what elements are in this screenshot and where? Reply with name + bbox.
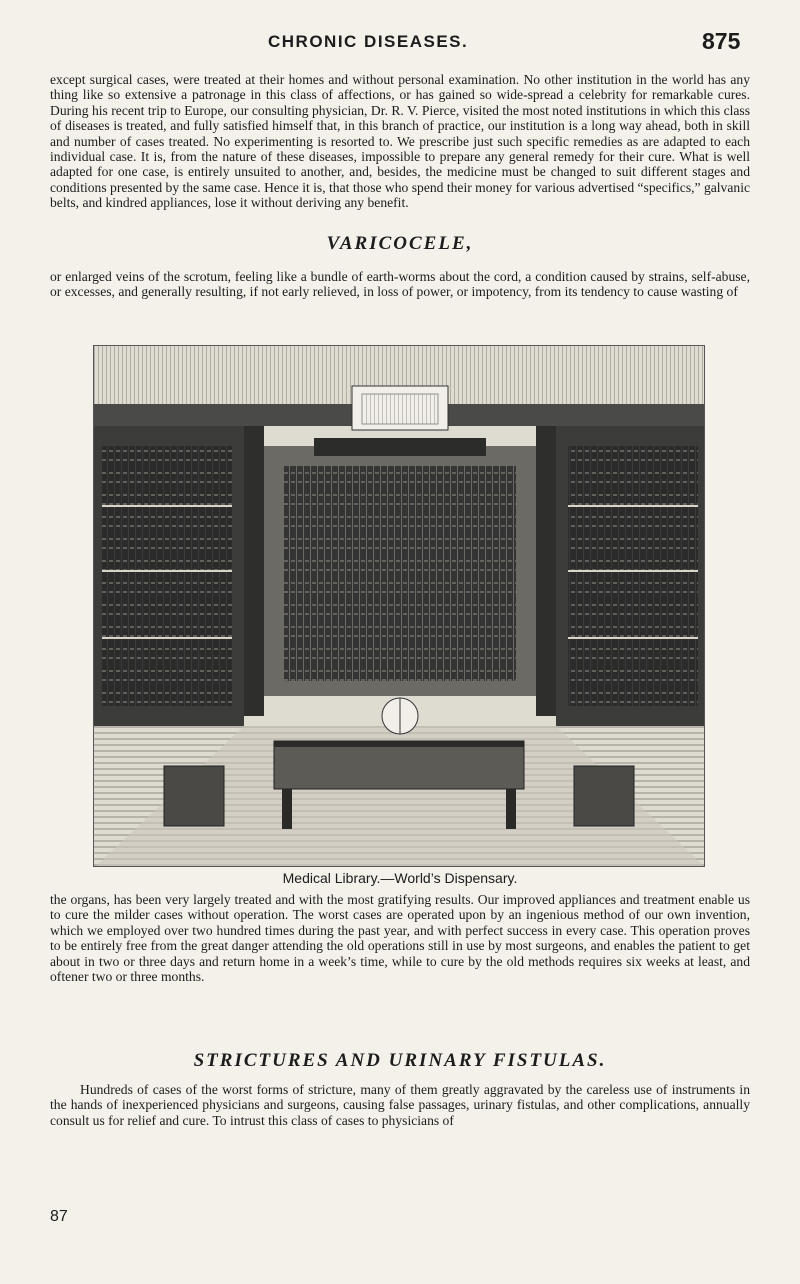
varicocele-section [50,233,750,300]
figure-caption: Medical Library.—World’s Dispensary. [282,870,518,886]
strictures-heading: STRICTURES AND URINARY FISTULAS. [193,1050,607,1071]
running-title: CHRONIC DISEASES. [268,32,469,51]
intro-paragraph: except surgical cases, were treated at their homes and without personal examination. No other institution in the world has any thing like so extensive a patronage in this class of affections, or has gained so wide-spread a celebrity for remarkable cures. During his recent trip to Europe, our consulting physician, Dr. R. V. Pierce, visited the most noted institutions in which this class of diseases is treated, and fully satisfied himself that, in this branch of practice, our institution is a long way ahead, both in skill and number of cases treated. No experimenting is resorted to. We prescribe just such specific remedies as are adapted to each individual case. It is, from the nature of these diseases, impossible to prepare any general remedy for their cure. What is well adapted for one case, is entirely unsuited to another, and, besides, the medicine must be changed to suit different stages and conditions presented by the same case. Hence it is, that those who spend their money for various advertised “specifics,” galvanic belts, and kindred appliances, lose it without deriving any benefit. [50,72,750,211]
varicocele-heading: VARICOCELE, [326,233,474,254]
intro-block [50,72,750,211]
strictures-section [50,1050,750,1128]
running-head [0,28,800,58]
medical-library-engraving [93,345,705,867]
strictures-paragraph: Hundreds of cases of the worst forms of stricture, many of them greatly aggravated by the careless use of instruments in the hands of inexperienced physicians and surgeons, causing false passages, urinary fistulas, and other complications, annually consult us for relief and cure. To intrust this class of cases to physicians of [50,1082,750,1128]
varicocele-paragraph: or enlarged veins of the scrotum, feeling like a bundle of earth-worms about the cord, a condition caused by strains, self-abuse, or excesses, and generally resulting, if not early relieved, in loss of power, or impotency, from its tendency to cause wasting of [50,269,750,300]
page-number: 875 [702,28,741,54]
continuation-paragraph: the organs, has been very largely treated and with the most gratifying results. Our improved appliances and treatment enable us to cure the milder cases without operation. The worst cases are operated upon by an ingenious method of our own invention, which we employed over two hundred times during the past year, and with perfect success in every case. This operation proves to be entirely free from the great danger attending the old operations still in use by most surgeons, and enables the patient to get about in two or three days and return home in a week’s time, while to cure by the old methods requires six weeks at least, and oftener two or three months. [50,892,750,985]
continuation-block [50,892,750,984]
printer-signature: 87 [50,1208,68,1225]
